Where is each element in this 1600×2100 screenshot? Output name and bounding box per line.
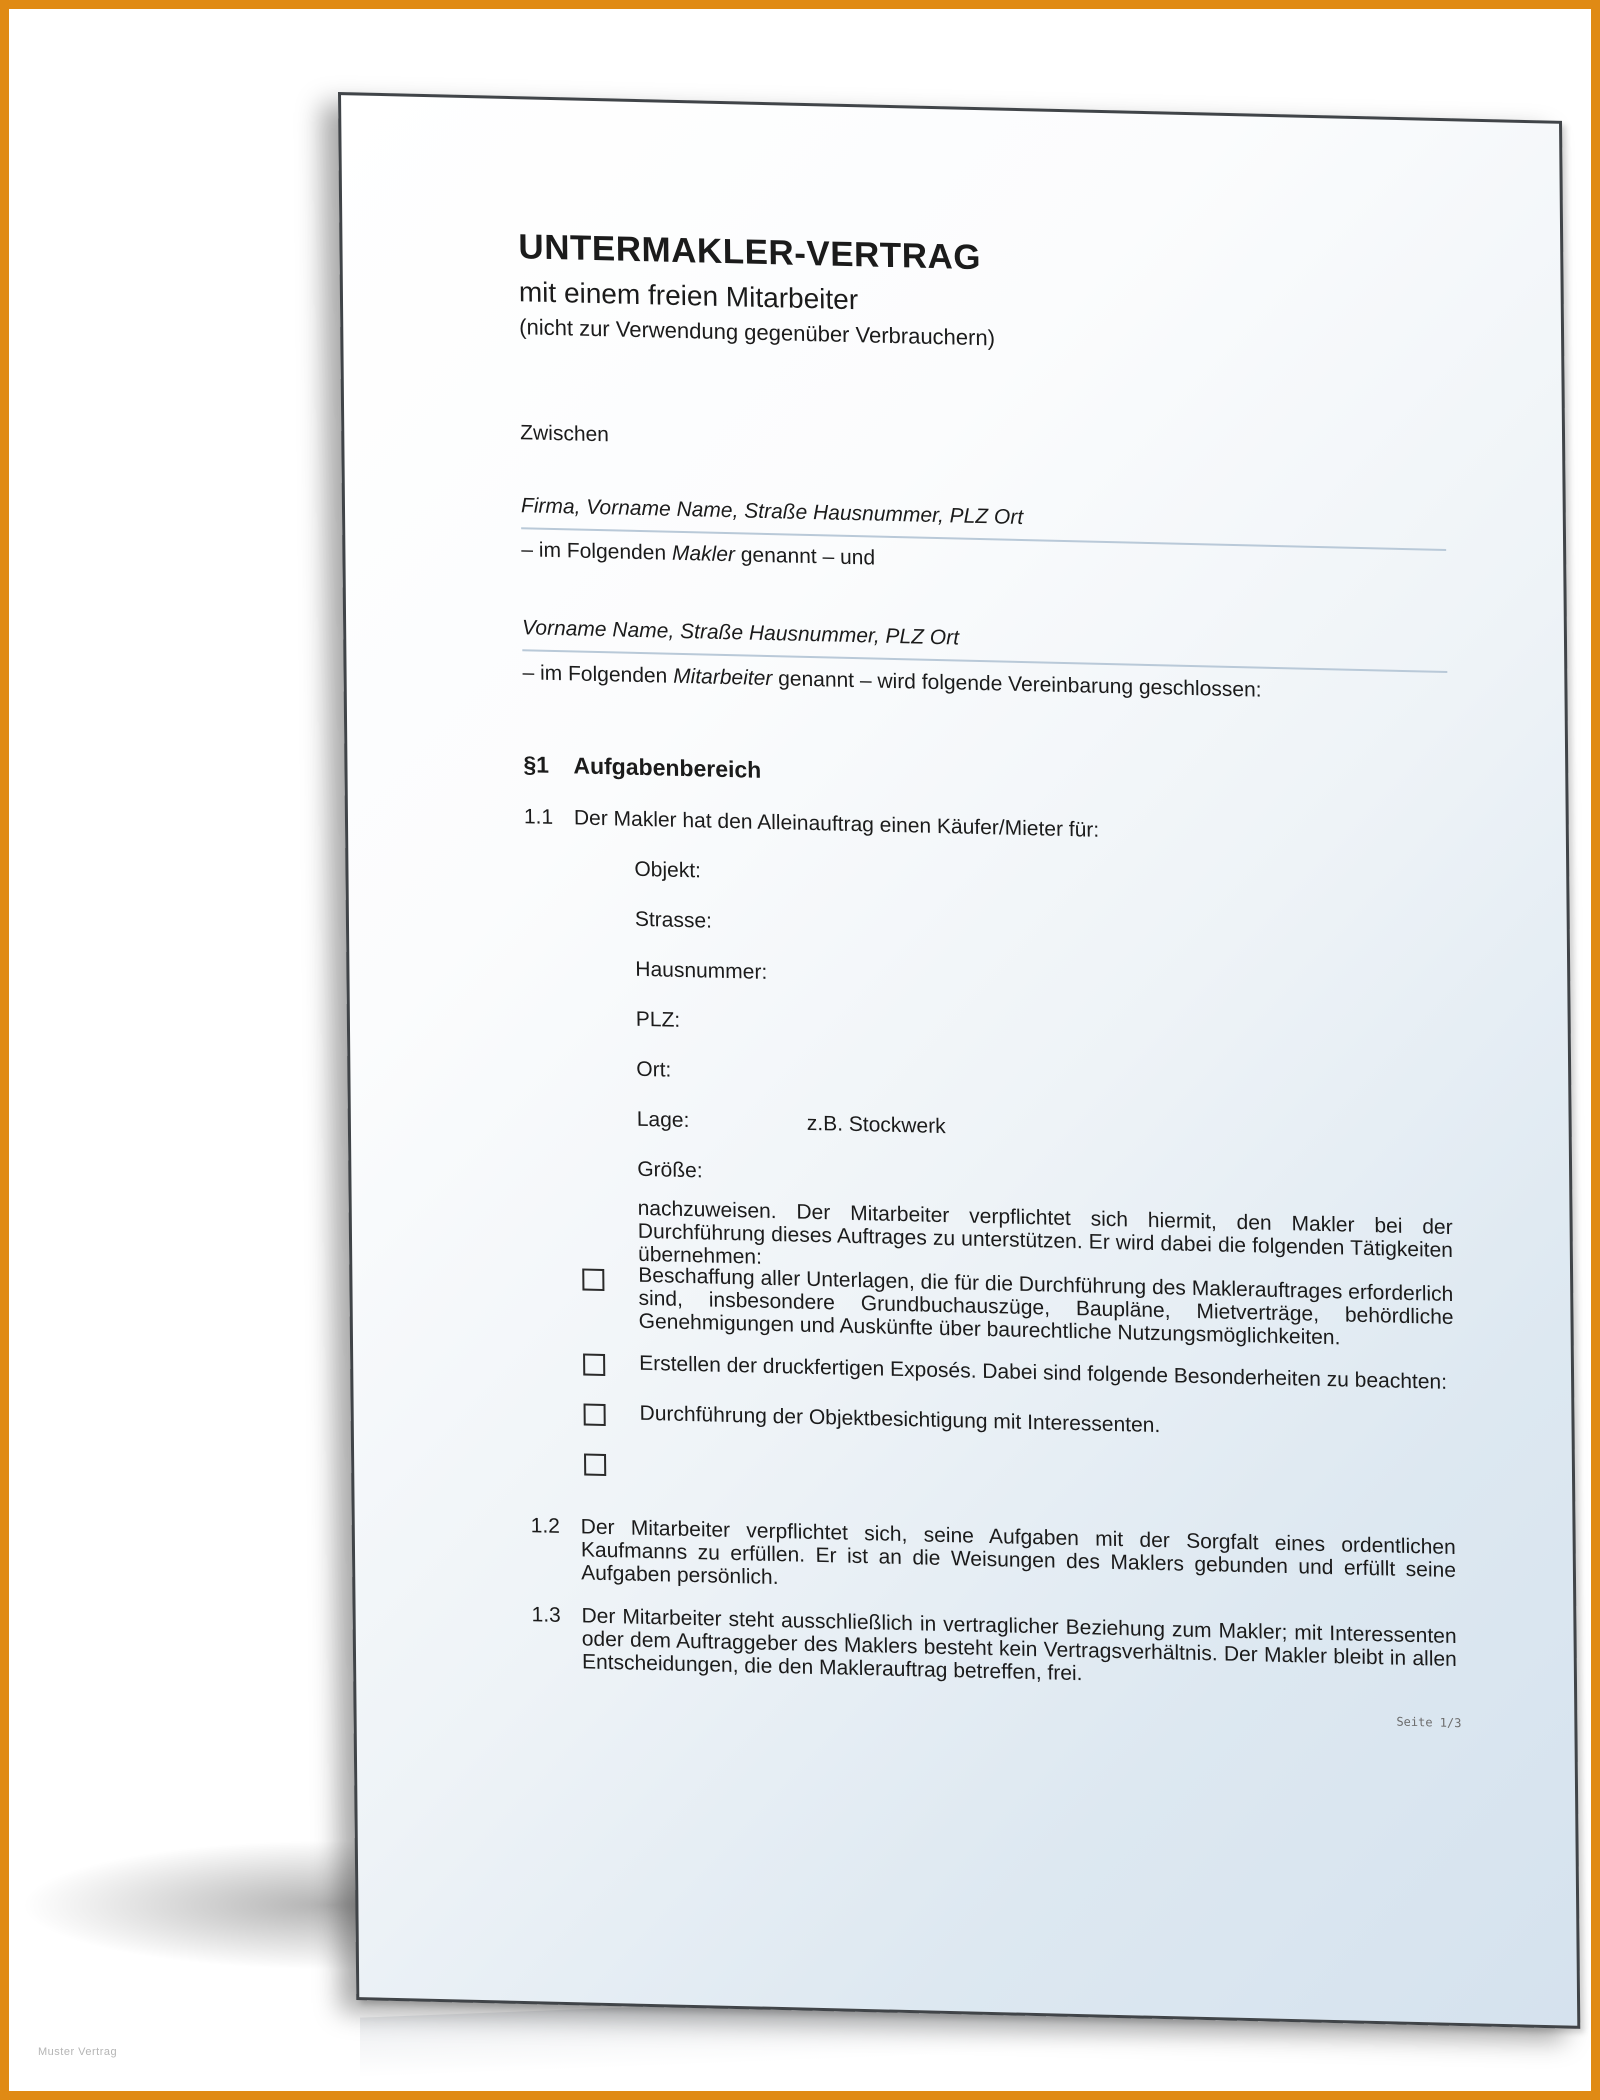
- parties-intro: Zwischen: [520, 421, 610, 447]
- after-fields-text: nachzuweisen. Der Mitarbeiter verpflichtet sich hiermit, den Makler bei der Durchführung dieses Auftrages zu unterstützen. Er wird dabei die folgenden Tätigkeiten übernehmen:: [637, 1196, 1453, 1269]
- field-label-lage: Lage:: [636, 1107, 690, 1133]
- field-label-groesse: Größe:: [637, 1157, 703, 1183]
- watermark: Muster Vertrag: [38, 2046, 118, 2058]
- task-checkbox-4[interactable]: [584, 1453, 606, 1476]
- document-page: [338, 92, 1580, 2029]
- task-checkbox-2[interactable]: [583, 1353, 605, 1376]
- party2-role: – im Folgenden Mitarbeiter genannt – wird folgende Vereinbarung geschlossen:: [522, 661, 1262, 702]
- section-number: §1: [523, 751, 550, 778]
- clause-1-1-text: Der Makler hat den Alleinauftrag einen Käufer/Mieter für:: [573, 806, 1100, 842]
- clause-1-2-number: 1.2: [530, 1514, 561, 1538]
- clause-1-2-text: Der Mitarbeiter verpflichtet sich, seine Aufgaben mit der Sorgfalt eines ordentlichen Kaufmanns zu erfüllen. Er ist an die Weisungen des Maklers gebunden und erfüllt seine Aufgaben persönlich.: [580, 1515, 1457, 1590]
- party1-role-name: Makler: [671, 541, 736, 567]
- party1-role: – im Folgenden Makler genannt – und: [521, 538, 876, 570]
- party1-fields: Firma, Vorname Name, Straße Hausnummer, PLZ Ort: [520, 494, 1024, 530]
- task-text-3: Durchführung der Objektbesichtigung mit Interessenten.: [639, 1401, 1161, 1438]
- task-text-2: Erstellen der druckfertigen Exposés. Dabei sind folgende Besonderheiten zu beachten:: [639, 1351, 1448, 1394]
- field-label-hausnummer: Hausnummer:: [635, 957, 768, 984]
- field-value-lage: z.B. Stockwerk: [806, 1111, 946, 1139]
- clause-1-3-text: Der Mitarbeiter steht ausschließlich in vertraglicher Beziehung zum Makler; mit Interessenten oder dem Auftraggeber des Maklers besteht kein Vertragsverhältnis. Der Makler bleibt in allen Entscheidungen, die den Maklerauftrag betreffen, frei.: [581, 1604, 1457, 1686]
- page-number: Seite 1/3: [1396, 1714, 1462, 1731]
- field-label-objekt: Objekt:: [634, 857, 702, 883]
- field-label-strasse: Strasse:: [634, 907, 713, 933]
- field-label-ort: Ort:: [636, 1057, 672, 1082]
- document-note: (nicht zur Verwendung gegenüber Verbrauchern): [519, 314, 996, 351]
- section-heading: Aufgabenbereich: [573, 752, 762, 783]
- clause-1-1-number: 1.1: [523, 805, 554, 829]
- party2-role-name: Mitarbeiter: [673, 664, 773, 691]
- document-subtitle: mit einem freien Mitarbeiter: [518, 276, 859, 316]
- task-text-1: Beschaffung aller Unterlagen, die für die Durchführung des Maklerauftrages erforderlich sind, insbesondere Grundbuchauszüge, Baupläne, Mietverträge, behördliche Genehmigungen und Auskünfte über baurechtliche Nutzungsmöglichkeiten.: [638, 1263, 1454, 1350]
- task-checkbox-3[interactable]: [584, 1403, 606, 1426]
- field-label-plz: PLZ:: [635, 1007, 681, 1032]
- party2-fields: Vorname Name, Straße Hausnummer, PLZ Ort: [521, 616, 960, 650]
- document-title: UNTERMAKLER-VERTRAG: [518, 227, 982, 278]
- clause-1-3-number: 1.3: [531, 1603, 561, 1627]
- task-checkbox-1[interactable]: [582, 1268, 604, 1291]
